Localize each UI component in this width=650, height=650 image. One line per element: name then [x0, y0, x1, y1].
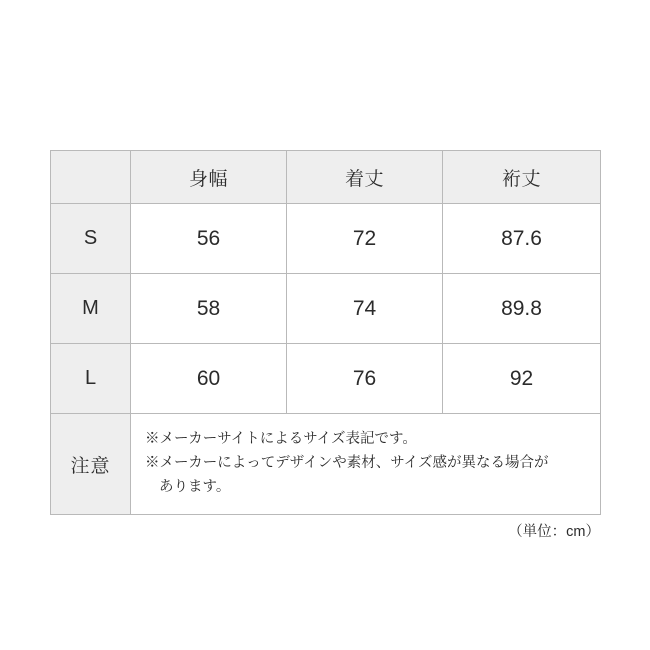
column-header-length: 着丈: [287, 151, 443, 204]
table-note-row: [51, 414, 601, 515]
row-label-m: M: [51, 274, 131, 344]
size-table-container: [50, 150, 600, 515]
table-row: [51, 274, 601, 344]
table-row: [51, 344, 601, 414]
cell-l-length: 76: [287, 344, 443, 414]
cell-m-sleeve-length: 89.8: [443, 274, 601, 344]
row-label-s: S: [51, 204, 131, 274]
cell-s-length: 72: [287, 204, 443, 274]
cell-l-sleeve-length: 92: [443, 344, 601, 414]
row-label-note: 注意: [51, 414, 131, 515]
cell-m-body-width: 58: [131, 274, 287, 344]
table-header-row: [51, 151, 601, 204]
column-header-sleeve-length: 裄丈: [443, 151, 601, 204]
cell-s-sleeve-length: 87.6: [443, 204, 601, 274]
cell-s-body-width: 56: [131, 204, 287, 274]
note-line-3: あります。: [159, 478, 231, 495]
table-row: [51, 204, 601, 274]
note-line-1: ※メーカーサイトによるサイズ表記です。: [145, 431, 417, 448]
table-corner-cell: [51, 151, 131, 204]
unit-label: （単位：cm）: [508, 524, 600, 540]
column-header-body-width: 身幅: [131, 151, 287, 204]
row-label-l: L: [51, 344, 131, 414]
note-line-2: ※メーカーによってデザインや素材、サイズ感が異なる場合が: [145, 455, 549, 472]
cell-l-body-width: 60: [131, 344, 287, 414]
size-table: [50, 150, 601, 515]
note-cell: [131, 414, 601, 515]
cell-m-length: 74: [287, 274, 443, 344]
